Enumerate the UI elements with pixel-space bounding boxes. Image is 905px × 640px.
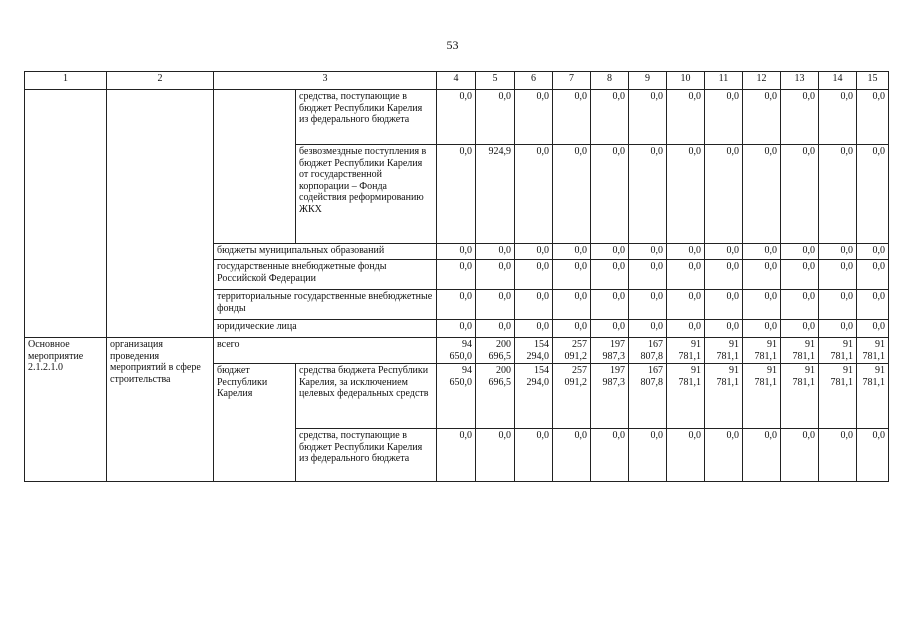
value-cell: 91 781,1 bbox=[705, 338, 743, 364]
value-cell: 154 294,0 bbox=[515, 364, 553, 429]
header-cell: 10 bbox=[667, 72, 705, 90]
value-cell: 91 781,1 bbox=[667, 338, 705, 364]
value-cell: 0,0 bbox=[781, 244, 819, 260]
value-cell: 0,0 bbox=[667, 429, 705, 482]
event-name: организация проведения мероприятий в сфере строительства bbox=[107, 338, 214, 482]
header-cell: 13 bbox=[781, 72, 819, 90]
value-cell: 0,0 bbox=[819, 429, 857, 482]
value-cell: 0,0 bbox=[743, 320, 781, 338]
event-code: Основное мероприятие 2.1.2.1.0 bbox=[25, 338, 107, 482]
header-cell: 15 bbox=[857, 72, 889, 90]
value-cell: 91 781,1 bbox=[705, 364, 743, 429]
value-cell: 91 781,1 bbox=[667, 364, 705, 429]
row-label: средства бюджета Республики Карелия, за исключением целевых федеральных средств bbox=[296, 364, 437, 429]
value-cell: 0,0 bbox=[667, 320, 705, 338]
value-cell: 0,0 bbox=[553, 244, 591, 260]
value-cell: 0,0 bbox=[476, 290, 515, 320]
value-cell: 0,0 bbox=[515, 145, 553, 244]
value-cell: 0,0 bbox=[819, 290, 857, 320]
value-cell: 0,0 bbox=[667, 290, 705, 320]
value-cell: 200 696,5 bbox=[476, 364, 515, 429]
row-label: средства, поступающие в бюджет Республики Карелия из федерального бюджета bbox=[296, 90, 437, 145]
value-cell: 0,0 bbox=[667, 244, 705, 260]
value-cell: 0,0 bbox=[857, 290, 889, 320]
value-cell: 200 696,5 bbox=[476, 338, 515, 364]
value-cell: 0,0 bbox=[437, 320, 476, 338]
value-cell: 91 781,1 bbox=[819, 338, 857, 364]
value-cell: 0,0 bbox=[705, 260, 743, 290]
value-cell: 0,0 bbox=[705, 244, 743, 260]
value-cell: 0,0 bbox=[819, 260, 857, 290]
row-label: средства, поступающие в бюджет Республики Карелия из федерального бюджета bbox=[296, 429, 437, 482]
value-cell: 0,0 bbox=[591, 260, 629, 290]
budget-table bbox=[24, 71, 889, 482]
value-cell: 0,0 bbox=[743, 244, 781, 260]
value-cell: 91 781,1 bbox=[781, 364, 819, 429]
value-cell: 91 781,1 bbox=[857, 338, 889, 364]
value-cell: 91 781,1 bbox=[857, 364, 889, 429]
value-cell: 0,0 bbox=[629, 290, 667, 320]
value-cell: 167 807,8 bbox=[629, 338, 667, 364]
value-cell: 0,0 bbox=[553, 90, 591, 145]
value-cell: 0,0 bbox=[819, 244, 857, 260]
value-cell: 94 650,0 bbox=[437, 338, 476, 364]
value-cell: 0,0 bbox=[705, 320, 743, 338]
value-cell: 0,0 bbox=[476, 429, 515, 482]
value-cell: 0,0 bbox=[476, 90, 515, 145]
table-body bbox=[25, 72, 889, 482]
table-row bbox=[25, 72, 889, 90]
row-label: бюджеты муниципальных образований bbox=[214, 244, 437, 260]
value-cell: 0,0 bbox=[781, 90, 819, 145]
value-cell: 0,0 bbox=[476, 244, 515, 260]
value-cell: 0,0 bbox=[515, 260, 553, 290]
value-cell: 0,0 bbox=[819, 320, 857, 338]
value-cell: 0,0 bbox=[781, 260, 819, 290]
continued-cell bbox=[107, 90, 214, 338]
value-cell: 0,0 bbox=[743, 260, 781, 290]
header-cell: 14 bbox=[819, 72, 857, 90]
value-cell: 0,0 bbox=[553, 290, 591, 320]
value-cell: 0,0 bbox=[629, 244, 667, 260]
row-label: всего bbox=[214, 338, 437, 364]
header-cell: 11 bbox=[705, 72, 743, 90]
value-cell: 0,0 bbox=[591, 90, 629, 145]
value-cell: 0,0 bbox=[819, 90, 857, 145]
value-cell: 0,0 bbox=[591, 320, 629, 338]
value-cell: 197 987,3 bbox=[591, 338, 629, 364]
value-cell: 0,0 bbox=[743, 290, 781, 320]
header-cell: 7 bbox=[553, 72, 591, 90]
header-cell: 12 bbox=[743, 72, 781, 90]
value-cell: 94 650,0 bbox=[437, 364, 476, 429]
value-cell: 0,0 bbox=[515, 244, 553, 260]
value-cell: 0,0 bbox=[476, 320, 515, 338]
value-cell: 0,0 bbox=[667, 145, 705, 244]
value-cell: 0,0 bbox=[743, 429, 781, 482]
value-cell: 0,0 bbox=[857, 260, 889, 290]
row-label: юридические лица bbox=[214, 320, 437, 338]
value-cell: 0,0 bbox=[553, 320, 591, 338]
value-cell: 0,0 bbox=[857, 90, 889, 145]
header-cell: 5 bbox=[476, 72, 515, 90]
value-cell: 257 091,2 bbox=[553, 364, 591, 429]
row-label: государственные внебюджетные фонды Российской Федерации bbox=[214, 260, 437, 290]
value-cell: 0,0 bbox=[437, 145, 476, 244]
value-cell: 167 807,8 bbox=[629, 364, 667, 429]
value-cell: 0,0 bbox=[515, 429, 553, 482]
value-cell: 0,0 bbox=[591, 145, 629, 244]
row-label: территориальные государственные внебюджетные фонды bbox=[214, 290, 437, 320]
value-cell: 0,0 bbox=[629, 429, 667, 482]
value-cell: 0,0 bbox=[743, 145, 781, 244]
value-cell: 91 781,1 bbox=[743, 338, 781, 364]
value-cell: 0,0 bbox=[591, 429, 629, 482]
value-cell: 0,0 bbox=[629, 90, 667, 145]
budget-label: бюджет Республики Карелия bbox=[214, 364, 296, 482]
table-row bbox=[25, 338, 889, 364]
header-cell: 2 bbox=[107, 72, 214, 90]
value-cell: 0,0 bbox=[437, 244, 476, 260]
value-cell: 0,0 bbox=[705, 145, 743, 244]
header-cell: 4 bbox=[437, 72, 476, 90]
value-cell: 0,0 bbox=[857, 244, 889, 260]
value-cell: 91 781,1 bbox=[743, 364, 781, 429]
continued-cell bbox=[25, 90, 107, 338]
header-cell: 3 bbox=[214, 72, 437, 90]
value-cell: 0,0 bbox=[476, 260, 515, 290]
value-cell: 0,0 bbox=[629, 320, 667, 338]
value-cell: 0,0 bbox=[857, 320, 889, 338]
value-cell: 0,0 bbox=[553, 429, 591, 482]
value-cell: 0,0 bbox=[515, 290, 553, 320]
value-cell: 0,0 bbox=[743, 90, 781, 145]
table-row bbox=[25, 90, 889, 145]
value-cell: 0,0 bbox=[705, 90, 743, 145]
value-cell: 0,0 bbox=[781, 320, 819, 338]
value-cell: 0,0 bbox=[819, 145, 857, 244]
value-cell: 0,0 bbox=[437, 429, 476, 482]
value-cell: 0,0 bbox=[629, 145, 667, 244]
value-cell: 0,0 bbox=[781, 429, 819, 482]
continued-cell bbox=[214, 90, 296, 244]
value-cell: 0,0 bbox=[515, 90, 553, 145]
value-cell: 0,0 bbox=[781, 145, 819, 244]
page-number: 53 bbox=[446, 38, 459, 52]
header-cell: 6 bbox=[515, 72, 553, 90]
value-cell: 0,0 bbox=[857, 429, 889, 482]
value-cell: 0,0 bbox=[553, 145, 591, 244]
value-cell: 924,9 bbox=[476, 145, 515, 244]
value-cell: 0,0 bbox=[857, 145, 889, 244]
value-cell: 0,0 bbox=[437, 90, 476, 145]
value-cell: 0,0 bbox=[591, 290, 629, 320]
header-cell: 8 bbox=[591, 72, 629, 90]
value-cell: 0,0 bbox=[591, 244, 629, 260]
value-cell: 0,0 bbox=[705, 290, 743, 320]
value-cell: 154 294,0 bbox=[515, 338, 553, 364]
value-cell: 91 781,1 bbox=[819, 364, 857, 429]
header-cell: 1 bbox=[25, 72, 107, 90]
row-label: безвозмездные поступления в бюджет Республики Карелия от государственной корпорации – Фонда содействия реформированию ЖКХ bbox=[296, 145, 437, 244]
value-cell: 0,0 bbox=[553, 260, 591, 290]
value-cell: 0,0 bbox=[667, 90, 705, 145]
value-cell: 0,0 bbox=[629, 260, 667, 290]
value-cell: 197 987,3 bbox=[591, 364, 629, 429]
header-cell: 9 bbox=[629, 72, 667, 90]
value-cell: 0,0 bbox=[437, 290, 476, 320]
value-cell: 0,0 bbox=[515, 320, 553, 338]
value-cell: 0,0 bbox=[781, 290, 819, 320]
value-cell: 0,0 bbox=[667, 260, 705, 290]
value-cell: 0,0 bbox=[437, 260, 476, 290]
value-cell: 91 781,1 bbox=[781, 338, 819, 364]
value-cell: 0,0 bbox=[705, 429, 743, 482]
value-cell: 257 091,2 bbox=[553, 338, 591, 364]
